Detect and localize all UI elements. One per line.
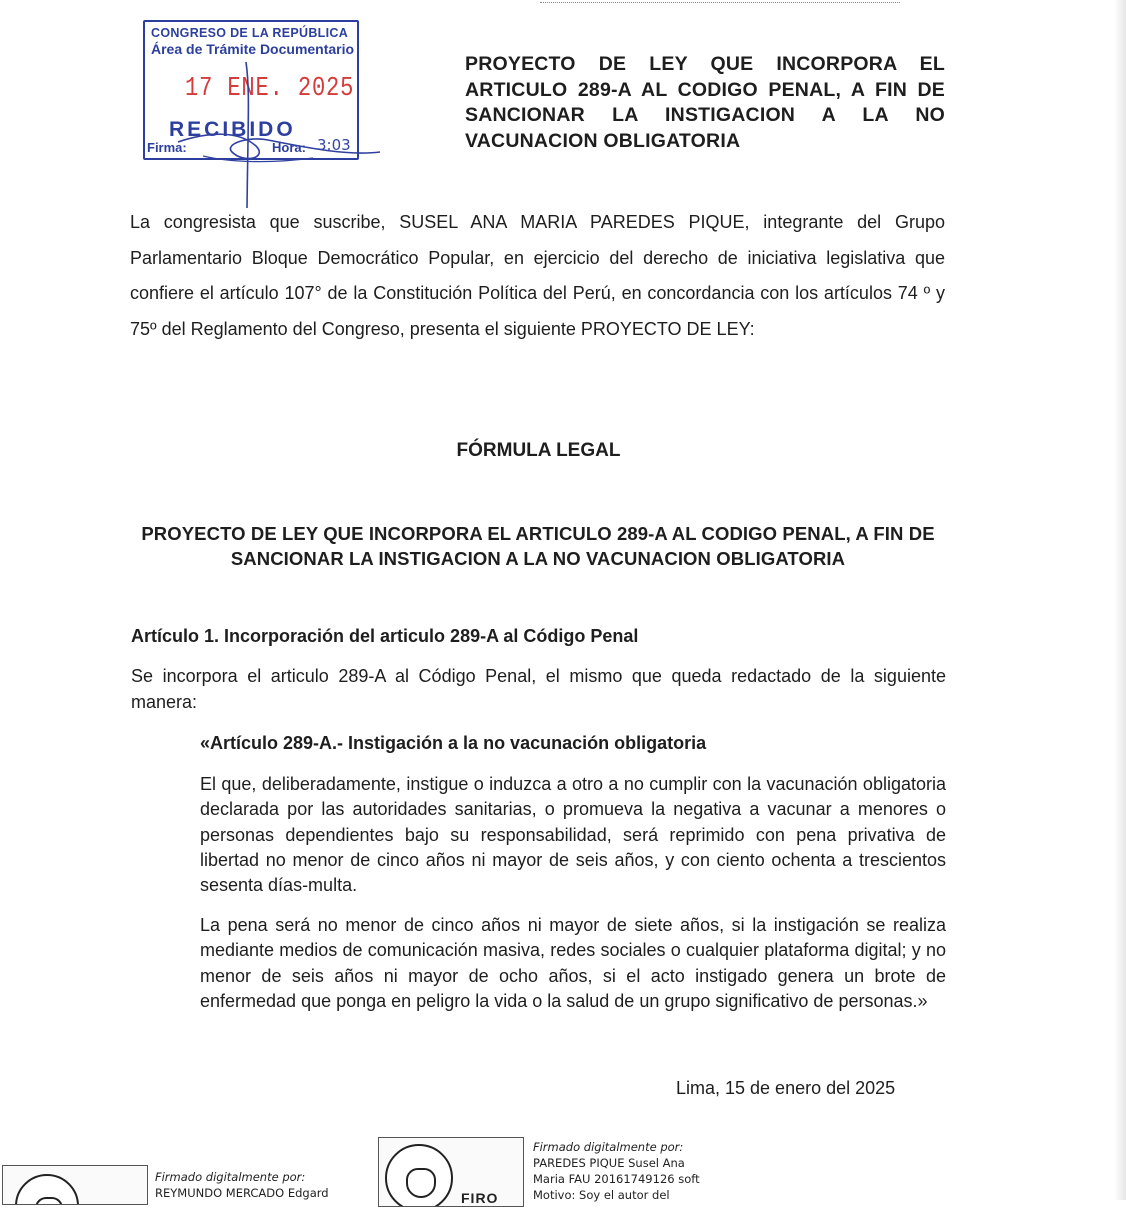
document-title: PROYECTO DE LEY QUE INCORPORA EL ARTICULO 289-A AL CODIGO PENAL, A FIN DE SANCIONAR LA INSTIGACION A LA NO VACUNACION OBLIGATORIA <box>465 53 945 152</box>
article-289a-paragraph-1: El que, deliberadamente, instigue o induzca a otro a no cumplir con la vacunación obligatoria declarada por las autoridades sanitarias, o promueva la negativa a vacunar a menores o personas dependientes bajo su responsabilidad, será reprimido con pena privativa de libertad no menor de cinco años ni mayor de seis años, y con ciento ochenta a trescientos sesenta días-multa. <box>200 774 946 896</box>
signature-left-line1: Firmado digitalmente por: <box>155 1170 306 1184</box>
peru-coat-of-arms-icon <box>15 1174 79 1205</box>
article-1-text: Se incorpora el articulo 289-A al Código Penal, el mismo que queda redactado de la siguiente manera: <box>131 666 946 712</box>
formula-legal-heading-text: FÓRMULA LEGAL <box>456 440 621 461</box>
digital-signature-seal-left <box>2 1165 148 1205</box>
stamp-office: Área de Trámite Documentario <box>151 41 355 57</box>
intro-paragraph: La congresista que suscribe, SUSEL ANA MARIA PAREDES PIQUE, integrante del Grupo Parlamentario Bloque Democrático Popular, en ejercicio del derecho de iniciativa legislativa que confiere el artículo 107° de la Constitución Política del Perú, en concordancia con los artículos 74 º y 75º del Reglamento del Congreso, presenta el siguiente PROYECTO DE LEY: <box>130 212 945 339</box>
signature-left-line2: REYMUNDO MERCADO Edgard <box>155 1186 329 1200</box>
formula-legal-heading <box>0 440 1076 462</box>
article-1-heading: Artículo 1. Incorporación del articulo 289-A al Código Penal <box>131 626 639 646</box>
stamp-status: RECIBIDO <box>169 118 296 141</box>
signature-middle-line2: PAREDES PIQUE Susel Ana <box>533 1156 685 1170</box>
digital-signature-text-middle <box>533 1139 700 1203</box>
signature-middle-line1: Firmado digitalmente por: <box>533 1140 684 1154</box>
previous-page-edge <box>540 0 900 3</box>
place-date: Lima, 15 de enero del 2025 <box>676 1078 896 1098</box>
stamp-date: 17 ENE. 2025 <box>185 74 355 104</box>
stamp-hora-value: 3:03 <box>317 136 351 154</box>
signature-middle-line3: Maria FAU 20161749126 soft <box>533 1172 700 1186</box>
reception-stamp <box>143 20 359 160</box>
article-289a-heading: «Artículo 289-A.- Instigación a la no vacunación obligatoria <box>200 733 707 753</box>
signature-logo-text: FIRO <box>461 1190 499 1206</box>
peru-coat-of-arms-icon <box>385 1144 453 1207</box>
law-title: PROYECTO DE LEY QUE INCORPORA EL ARTICULO 289-A AL CODIGO PENAL, A FIN DE SANCIONAR LA INSTIGACION A LA NO VACUNACION OBLIGATORIA <box>141 523 935 569</box>
page-shadow <box>1114 0 1126 1200</box>
signature-middle-line4: Motivo: Soy el autor del <box>533 1188 670 1202</box>
stamp-institution: CONGRESO DE LA REPÚBLICA <box>151 26 349 40</box>
digital-signature-text-left <box>155 1169 329 1201</box>
stamp-hora-label: Hora: <box>272 140 306 155</box>
article-289a-paragraph-2: La pena será no menor de cinco años ni mayor de siete años, si la instigación se realiza mediante medios de comunicación masiva, redes sociales o cualquier plataforma digital; y no menor de seis años ni mayor de ocho años, si el acto instigado genera un brote de enfermedad que ponga en peligro la vida o la salud de un grupo significativo de personas.» <box>200 915 946 1011</box>
stamp-firma-label: Firma: <box>147 140 187 155</box>
digital-signature-seal-middle <box>378 1137 524 1207</box>
